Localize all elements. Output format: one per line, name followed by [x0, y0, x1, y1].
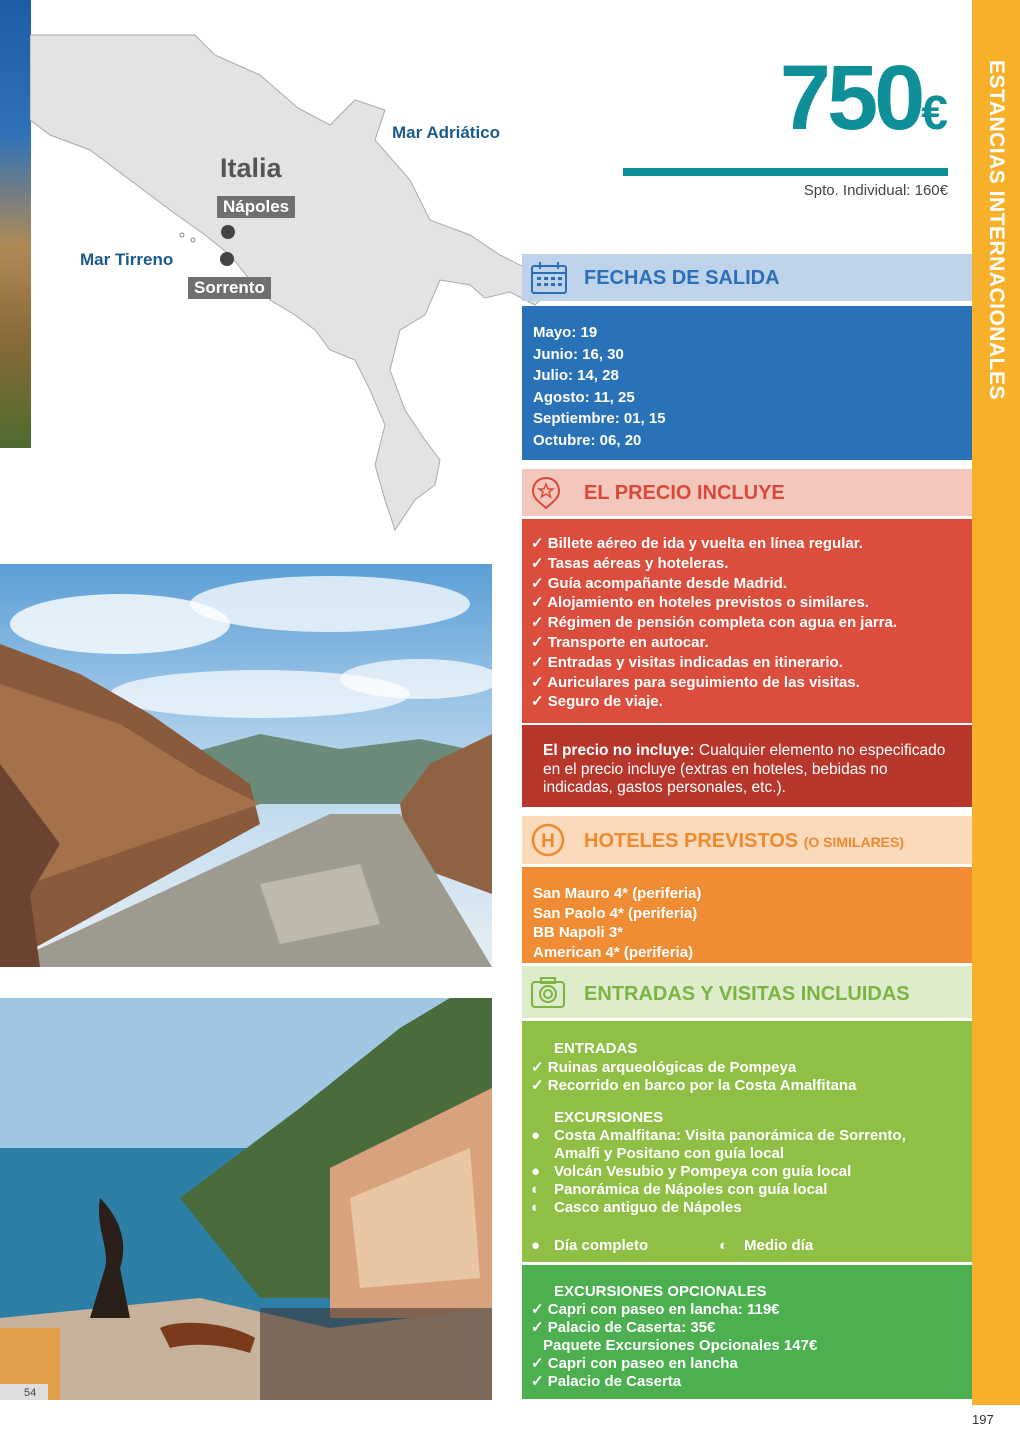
- entrada-item: ✓ Recorrido en barco por la Costa Amalfitana: [531, 1077, 972, 1095]
- map-city-napoles: Nápoles: [217, 196, 295, 218]
- single-supplement: Spto. Individual: 160€: [803, 182, 948, 199]
- map-label-adriatic: Mar Adriático: [392, 123, 501, 142]
- svg-text:H: H: [541, 831, 555, 852]
- no-incluye-text: Cualquier elemento no especificado en el precio incluye (extras en hoteles, bebidas no indicadas, gastos personales, etc.).: [543, 742, 946, 796]
- page-number: 197: [972, 1412, 994, 1427]
- incluye-item: ✓ Alojamiento en hoteles previstos o similares.: [531, 593, 972, 613]
- italy-map: [30, 30, 590, 550]
- badge-star-icon: [530, 476, 562, 510]
- calendar-icon: [530, 261, 568, 295]
- half-day-icon: ◐: [719, 1237, 729, 1254]
- incluye-item: ✓ Tasas aéreas y hoteleras.: [531, 554, 972, 574]
- incluye-item: ✓ Guía acompañante desde Madrid.: [531, 574, 972, 594]
- excursion-item: Costa Amalfitana: Visita panorámica de Sorrento,: [554, 1127, 906, 1144]
- hotel-item: San Mauro 4* (periferia): [533, 885, 702, 902]
- duration-legend: [522, 1217, 972, 1256]
- fechas-item: Junio: 16, 30: [533, 345, 624, 363]
- incluye-item: ✓ Billete aéreo de ida y vuelta en línea regular.: [531, 534, 972, 554]
- hotel-icon: [530, 822, 566, 858]
- excursion-mark: [531, 1145, 554, 1163]
- no-incluye-box: [522, 725, 972, 807]
- entrada-item: ✓ Ruinas arqueológicas de Pompeya: [531, 1059, 972, 1077]
- incluye-item: ✓ Régimen de pensión completa con agua en jarra.: [531, 613, 972, 633]
- incluye-header: [522, 469, 972, 516]
- entradas-title: ENTRADAS Y VISITAS INCLUIDAS: [584, 983, 910, 1005]
- hoteles-title: [584, 830, 904, 853]
- incluye-item: ✓ Transporte en autocar.: [531, 633, 972, 653]
- excursiones-list: [522, 1127, 972, 1217]
- fechas-header: [522, 254, 972, 301]
- coast-photo-strip: [0, 0, 31, 448]
- camera-icon: [530, 976, 566, 1010]
- excursiones-label: EXCURSIONES: [554, 1109, 664, 1126]
- full-day-icon: ●: [531, 1127, 541, 1144]
- fechas-body: [522, 306, 972, 460]
- positano-photo: [0, 998, 492, 1400]
- half-day-icon: ◐: [531, 1181, 541, 1198]
- incluye-item: ✓ Seguro de viaje.: [531, 692, 972, 712]
- no-incluye-label: El precio no incluye:: [543, 742, 695, 759]
- svg-text:54: 54: [24, 1387, 37, 1399]
- fechas-item: Julio: 14, 28: [533, 367, 619, 384]
- map-city-sorrento: Sorrento: [188, 277, 271, 299]
- opcional-item: ✓ Palacio de Caserta: [531, 1373, 972, 1391]
- opcional-item: ✓ Palacio de Caserta: 35€: [531, 1319, 972, 1337]
- entradas-label: ENTRADAS: [554, 1040, 638, 1057]
- fechas-item: Septiembre: 01, 15: [533, 410, 666, 427]
- price-value: 750: [779, 47, 922, 149]
- opcional-item: ✓ Capri con paseo en lancha: 119€: [531, 1301, 972, 1319]
- half-day-icon: ◐: [531, 1199, 541, 1216]
- incluye-item: ✓ Auriculares para seguimiento de las visitas.: [531, 673, 972, 693]
- map-label-country: Italia: [220, 153, 282, 183]
- opcional-item: ✓ Capri con paseo en lancha: [531, 1355, 972, 1373]
- fechas-item: Agosto: 11, 25: [533, 388, 635, 406]
- hoteles-header: [522, 816, 972, 864]
- excursion-item: Volcán Vesubio y Pompeya con guía local: [554, 1163, 852, 1180]
- opcionales-body: [522, 1265, 972, 1399]
- opcionales-title: EXCURSIONES OPCIONALES: [554, 1283, 767, 1300]
- hotel-item: BB Napoli 3*: [533, 924, 624, 941]
- map-label-tyrrhenian: Mar Tirreno: [80, 250, 174, 269]
- incluye-body: [522, 519, 972, 723]
- excursion-item: Amalfi y Positano con guía local: [554, 1145, 785, 1162]
- legend-half-day: Medio día: [744, 1237, 814, 1254]
- incluye-title: EL PRECIO INCLUYE: [584, 482, 785, 504]
- hoteles-subtitle: (O SIMILARES): [803, 834, 905, 850]
- price-underline: [623, 168, 948, 176]
- excursion-item: Casco antiguo de Nápoles: [554, 1199, 742, 1216]
- price-currency: €: [921, 87, 948, 140]
- section-label: ESTANCIAS INTERNACIONALES: [985, 60, 1008, 400]
- fechas-title: FECHAS DE SALIDA: [584, 267, 780, 289]
- hotel-item: San Paolo 4* (periferia): [533, 904, 698, 922]
- entradas-body: [522, 1021, 972, 1262]
- fechas-item: Mayo: 19: [533, 324, 598, 341]
- price: [779, 47, 948, 149]
- full-day-icon: ●: [531, 1237, 541, 1254]
- full-day-icon: ●: [531, 1163, 541, 1180]
- legend-full-day: Día completo: [554, 1237, 649, 1254]
- hoteles-title-main: HOTELES PREVISTOS: [584, 830, 799, 852]
- pompeii-photo: [0, 564, 492, 967]
- fechas-item: Octubre: 06, 20: [533, 431, 642, 449]
- hoteles-body: [522, 867, 972, 963]
- opcional-package: Paquete Excursiones Opcionales 147€: [543, 1337, 818, 1354]
- incluye-item: ✓ Entradas y visitas indicadas en itinerario.: [531, 653, 972, 673]
- entradas-header: [522, 966, 972, 1018]
- hotel-item: American 4* (periferia): [533, 943, 694, 961]
- excursion-item: Panorámica de Nápoles con guía local: [554, 1181, 828, 1198]
